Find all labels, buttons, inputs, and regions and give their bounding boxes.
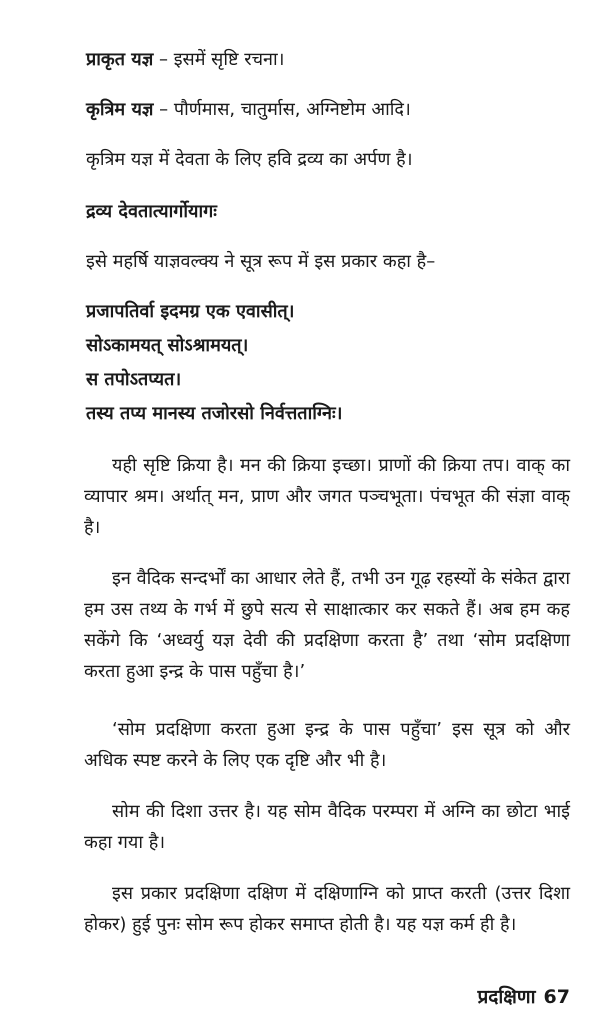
definition-separator: – xyxy=(153,99,174,120)
definition-prakrit xyxy=(86,48,285,72)
maharshi-line: इसे महर्षि याज्ञवल्क्य ने सूत्र रूप में इस प्रकार कहा है– xyxy=(86,251,436,272)
body-paragraph: इस प्रकार प्रदक्षिणा दक्षिण में दक्षिणाग्नि को प्राप्त करती (उत्तर दिशा होकर) हुई पुनः सोम रूप होकर समाप्त होती है। यह यज्ञ कर्म ही है। xyxy=(84,883,570,935)
definition-kritrim xyxy=(86,98,411,122)
definition-separator: – xyxy=(153,49,174,70)
definition-term: कृत्रिम यज्ञ xyxy=(86,99,154,120)
sutra-line: सोऽकामयत् सोऽश्रामयत्। xyxy=(86,335,249,356)
running-title: प्रदक्षिणा xyxy=(477,986,536,1008)
page-number: 67 xyxy=(543,986,570,1008)
definition-text: इसमें सृष्टि रचना। xyxy=(173,49,285,70)
definition-text: पौर्णमास, चातुर्मास, अग्निष्टोम आदि। xyxy=(173,99,411,120)
sutra-line: स तपोऽतप्यत। xyxy=(86,369,182,390)
page-footer xyxy=(477,983,570,1009)
definition-term: प्राकृत यज्ञ xyxy=(86,49,154,70)
sutra-line: प्रजापतिर्वा इदमग्र एक एवासीत्। xyxy=(86,301,295,322)
body-paragraph: यही सृष्टि क्रिया है। मन की क्रिया इच्छा। प्राणों की क्रिया तप। वाक् का व्यापार श्रम। अर्थात् मन, प्राण और जगत पञ्चभूता। पंचभूत की संज्ञा वाक् है। xyxy=(84,455,570,538)
body-paragraph: इन वैदिक सन्दर्भों का आधार लेते हैं, तभी उन गूढ़ रहस्यों के संकेत द्वारा हम उस तथ्य के गर्भ में छुपे सत्य से साक्षात्कार कर सकते हैं। अब हम कह सकेंगे कि ‘अध्वर्यु यज्ञ देवी की प्रदक्षिणा करता है’ तथा ‘सोम प्रदक्षिणा करता हुआ इन्द्र के पास पहुँचा है।’ xyxy=(84,568,570,682)
sutra-line: तस्य तप्य मानस्य तजोरसो निर्वत्तताग्निः। xyxy=(86,403,343,424)
havi-line: कृत्रिम यज्ञ में देवता के लिए हवि द्रव्य का अर्पण है। xyxy=(86,149,413,170)
body-paragraph: सोम की दिशा उत्तर है। यह सोम वैदिक परम्परा में अग्नि का छोटा भाई कहा गया है। xyxy=(84,801,570,853)
dravya-heading: द्रव्य देवतात्यार्गोयागः xyxy=(86,201,217,222)
body-paragraph: ‘सोम प्रदक्षिणा करता हुआ इन्द्र के पास पहुँचा’ इस सूत्र को और अधिक स्पष्ट करने के लिए एक दृष्टि और भी है। xyxy=(84,719,570,771)
